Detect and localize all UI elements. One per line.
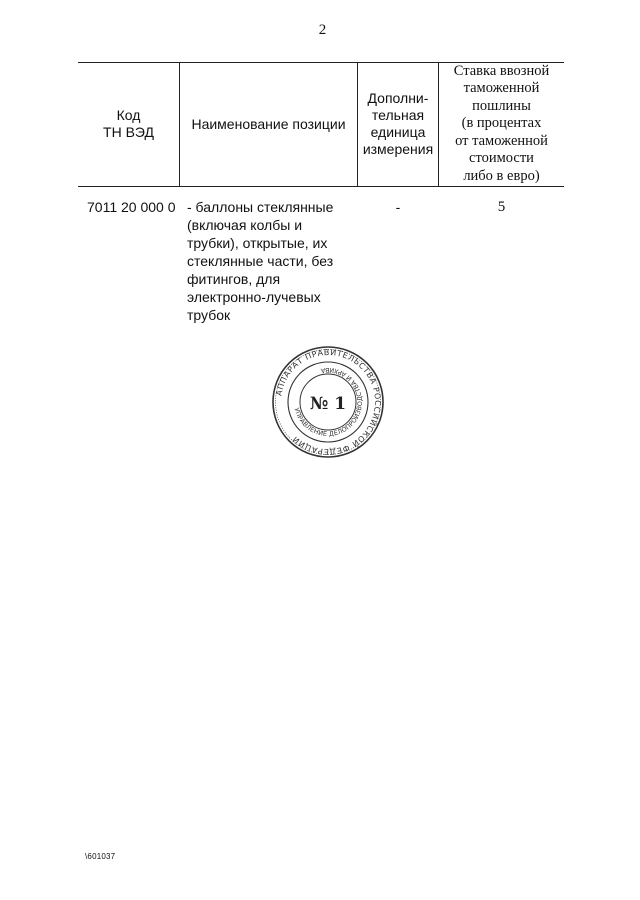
header-rate: Ставка ввозной таможенной пошлины (в процентах от таможенной стоимости либо в евро)	[453, 62, 550, 184]
row-name: - баллоны стеклянные (включая колбы и трубки), открытые, их стеклянные части, без фитингов, для электронно-лучевых трубок	[187, 199, 334, 323]
document-code: \601037	[85, 852, 116, 861]
seal-inner-text: УПРАВЛЕНИЕ ДЕЛОПРОИЗВОДСТВА И АРХИВА	[292, 365, 365, 439]
page-number: 2	[318, 22, 327, 38]
row-code: 7011 20 000 0	[87, 199, 176, 215]
row-unit: -	[395, 199, 401, 215]
seal-ring-text: АППАРАТ ПРАВИТЕЛЬСТВА РОССИЙСКОЙ ФЕДЕРАЦИИ	[274, 347, 383, 457]
table-header-rule	[78, 186, 564, 187]
header-unit: Дополни- тельная единица измерения	[362, 90, 434, 157]
official-seal	[271, 345, 385, 459]
seal-center-number: № 1	[309, 394, 347, 414]
header-code: Код ТН ВЭД	[103, 107, 154, 140]
row-rate: 5	[497, 199, 506, 215]
header-name: Наименование позиции	[191, 115, 346, 132]
